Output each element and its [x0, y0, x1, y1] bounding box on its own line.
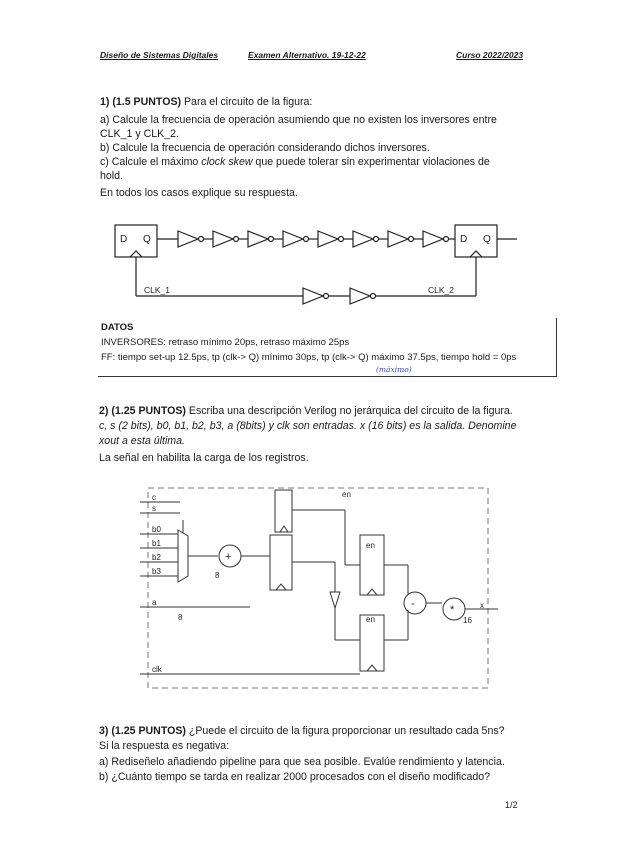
- mux-4to1: [178, 530, 188, 582]
- inverter-chain: [178, 231, 449, 247]
- q2-heading: [99, 404, 513, 418]
- q1-c: [100, 155, 490, 169]
- q1-heading: [100, 95, 312, 109]
- input-b3: b3: [152, 567, 161, 576]
- clk-inverter-icon: [350, 288, 370, 304]
- input-a: a: [152, 598, 157, 607]
- inverter-icon: [178, 231, 198, 247]
- ff-left-clock-marker: [130, 251, 142, 257]
- exam-title: Examen Alternativo. 19-12-22: [248, 50, 366, 60]
- clk1-label: CLK_1: [144, 285, 170, 295]
- input-b2: b2: [152, 553, 161, 562]
- q1-a-line2: CLK_1 y CLK_2.: [100, 128, 179, 140]
- q3-line2: Si la respuesta es negativa:: [99, 740, 230, 752]
- bus-width-16: 16: [463, 616, 472, 625]
- q1-c-line2: hold.: [100, 170, 123, 182]
- q1-title: 1) (1.5 PUNTOS): [100, 96, 182, 108]
- q1-note: En todos los casos explique su respuesta.: [100, 187, 298, 199]
- bus-width-8b: 8: [215, 571, 220, 580]
- q1-c-pre: c) Calcule el máximo: [100, 156, 202, 168]
- reg-en-2: en: [366, 615, 375, 624]
- input-clk: clk: [152, 665, 162, 674]
- ff-right-q: Q: [483, 234, 491, 245]
- ff-left-d: D: [120, 234, 128, 245]
- ff-left-q: Q: [143, 234, 151, 245]
- q2-title: 2) (1.25 PUNTOS): [99, 405, 186, 417]
- q2-line4: La señal en habilita la carga de los registros.: [99, 452, 309, 464]
- page-number: 1/2: [505, 800, 518, 810]
- bus-width-8: 8: [178, 613, 183, 622]
- q1-a-line1: a) Calcule la frecuencia de operación asumiendo que no existen los inversores entre: [100, 114, 497, 126]
- q1-c-em: clock skew: [201, 156, 253, 168]
- reg-en-1: en: [366, 541, 375, 550]
- register-top: [275, 490, 292, 532]
- clk2-label: CLK_2: [428, 285, 454, 295]
- inverter-icon: [213, 231, 233, 247]
- datos-flipflop: FF: tiempo set-up 12.5ps, tp (clk-> Q) mínimo 30ps, tp (clk-> Q) máximo 37.5ps, tiempo hold = 0ps: [101, 352, 517, 363]
- q2-line2: c, s (2 bits), b0, b1, b2, b3, a (8bits) y clk son entradas. x (16 bits) es la salida. Denomine: [99, 420, 517, 432]
- en-label: en: [342, 490, 351, 499]
- output-x: x: [480, 601, 484, 610]
- inverter-icon: [423, 231, 443, 247]
- q3-title: 3) (1.25 PUNTOS): [99, 725, 186, 737]
- ff-right-d: D: [460, 234, 468, 245]
- inverter-icon: [318, 231, 338, 247]
- subtractor: [404, 592, 426, 614]
- datos-title: DATOS: [101, 322, 134, 333]
- clk-inverter-icon: [303, 288, 323, 304]
- input-c: c: [152, 493, 156, 502]
- inverter-icon: [248, 231, 268, 247]
- course-year: Curso 2022/2023: [456, 50, 524, 60]
- inverter-icon: [283, 231, 303, 247]
- q3-heading: [99, 724, 505, 738]
- input-s: s: [152, 504, 156, 513]
- datos-inverters: INVERSORES: retraso mínimo 20ps, retraso máximo 25ps: [101, 337, 350, 348]
- q2-line3: xout a esta última.: [99, 435, 185, 447]
- register-accum: [270, 535, 292, 590]
- en-bus-frame: [148, 488, 488, 688]
- q1-c-post: que puede tolerar sin experimentar violaciones de: [252, 156, 490, 168]
- q3-a: a) Rediseñelo añadiendo pipeline para que sea posible. Evalúe rendimiento y latencia.: [99, 756, 505, 768]
- course-title: Diseño de Sistemas Digitales: [100, 50, 219, 60]
- tristate-buffer: [330, 592, 340, 608]
- multiply-star-icon: *: [450, 604, 455, 616]
- inverter-icon: [353, 231, 373, 247]
- adder-plus-icon: +: [225, 551, 232, 563]
- q1-title-rest: Para el circuito de la figura:: [181, 96, 313, 108]
- q3-b: b) ¿Cuánto tiempo se tarda en realizar 2000 procesados con el diseño modificado?: [99, 771, 491, 783]
- q2-title-rest: Escriba una descripción Verilog no jerárquica del circuito de la figura.: [185, 405, 513, 417]
- input-b0: b0: [152, 525, 161, 534]
- inverter-icon: [388, 231, 408, 247]
- figure-2-datapath: [130, 480, 505, 695]
- q3-title-rest: ¿Puede el circuito de la figura proporcionar un resultado cada 5ns?: [185, 725, 505, 737]
- handwritten-note: (máximo): [376, 365, 412, 374]
- q1-b: b) Calcule la frecuencia de operación considerando dichos inversores.: [100, 142, 430, 154]
- figure-1-circuit: [110, 218, 530, 310]
- subtract-minus-icon: -: [411, 598, 415, 610]
- ff-right-clock-marker: [470, 251, 482, 257]
- input-b1: b1: [152, 539, 161, 548]
